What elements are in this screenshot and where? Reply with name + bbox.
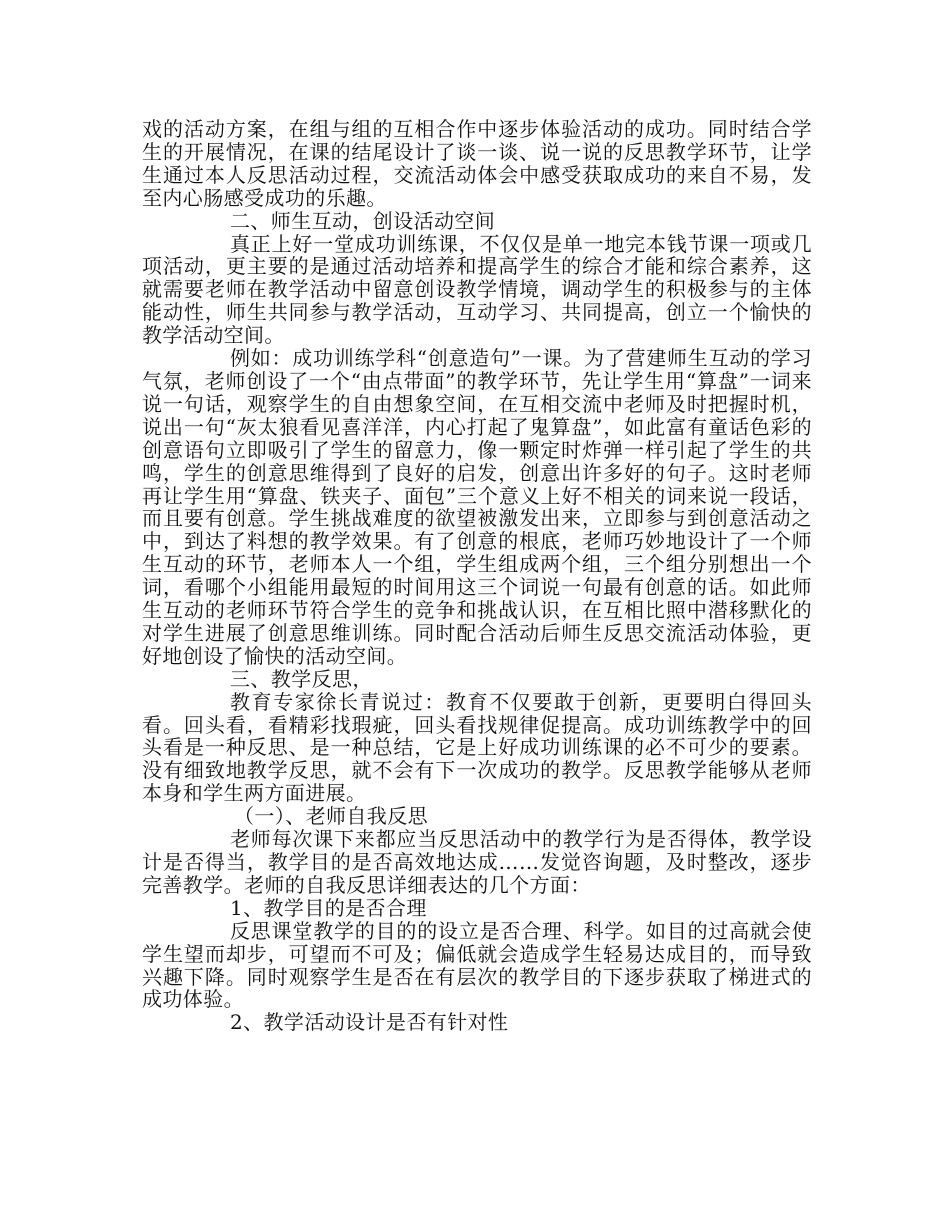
item-heading-1: 1、教学目的是否合理 [230,895,427,920]
body-paragraph-2: 真正上好一堂成功训练课，不仅仅是单一地完本钱节课一项或几项活动，更主要的是通过活动培养和提高学生的综合才能和综合素养，这就需要老师在教学活动中留意创设教学情境，调动学生的积极参与的主体能动性，师生共同参与教学活动，互动学习、共同提高，创立一个愉快的教学活动空间。 [142,231,812,348]
subsection-heading-1: （一）、老师自我反思 [234,804,428,829]
body-paragraph-5: 反思课堂教学的目的的设立是否合理、科学。如目的过高就会使学生望而却步，可望而不可及；偏低就会造成学生轻易达成目的，而导致兴趣下降。同时观察学生是否在有层次的教学目的下逐步获取了梯进式的成功体验。 [142,918,812,1012]
document-page [142,118,812,1034]
body-paragraph-3: 教育专家徐长青说过：教育不仅要敢于创新，更要明白得回头看。回头看，看精彩找瑕疵，回头看找规律促提高。成功训练教学中的回头看是一种反思、是一种总结，它是上好成功训练课的必不可少的要素。没有细致地教学反思，就不会有下一次成功的教学。反思教学能够从老师本身和学生两方面进展。 [142,689,812,806]
item-heading-2: 2、教学活动设计是否有针对性 [230,1010,509,1035]
body-paragraph-1: 戏的活动方案，在组与组的互相合作中逐步体验活动的成功。同时结合学生的开展情况，在课的结尾设计了谈一谈、说一说的反思教学环节，让学生通过本人反思活动过程，交流活动体会中感受获取成功的来自不易，发至内心肠感受成功的乐趣。 [142,117,812,210]
body-paragraph-example: 例如：成功训练学科“创意造句”一课。为了营建师生互动的学习气氛，老师创设了一个“由点带面”的教学环节，先让学生用“算盘”一词来说一句话，观察学生的自由想象空间，在互相交流中老师及时把握时机，说出一句“灰太狼看见喜洋洋，内心打起了鬼算盘”，如此富有童话色彩的创意语句立即吸引了学生的留意力，像一颗定时炸弹一样引起了学生的共鸣，学生的创意思维得到了良好的启发，创意出许多好的句子。这时老师再让学生用“算盘、铁夹子、面包”三个意义上好不相关的词来说一段话，而且要有创意。学生挑战难度的欲望被激发出来，立即参与到创意活动之中，到达了料想的教学效果。有了创意的根底，老师巧妙地设计了一个师生互动的环节，老师本人一个组，学生组成两个组，三个组分别想出一个词，看哪个小组能用最短的时间用这三个词说一句最有创意的话。如此师生互动的老师环节符合学生的竞争和挑战认识，在互相比照中潜移默化的对学生进展了创意思维训练。同时配合活动后师生反思交流活动体验，更好地创设了愉快的活动空间。 [142,346,812,668]
section-heading-2: 二、师生互动，创设活动空间 [230,208,496,233]
body-paragraph-4: 老师每次课下来都应当反思活动中的教学行为是否得体，教学设计是否得当，教学目的是否高效地达成……发觉咨询题，及时整改，逐步完善教学。老师的自我反思详细表达的几个方面： [142,827,812,897]
section-heading-3: 三、教学反思， [230,666,373,691]
